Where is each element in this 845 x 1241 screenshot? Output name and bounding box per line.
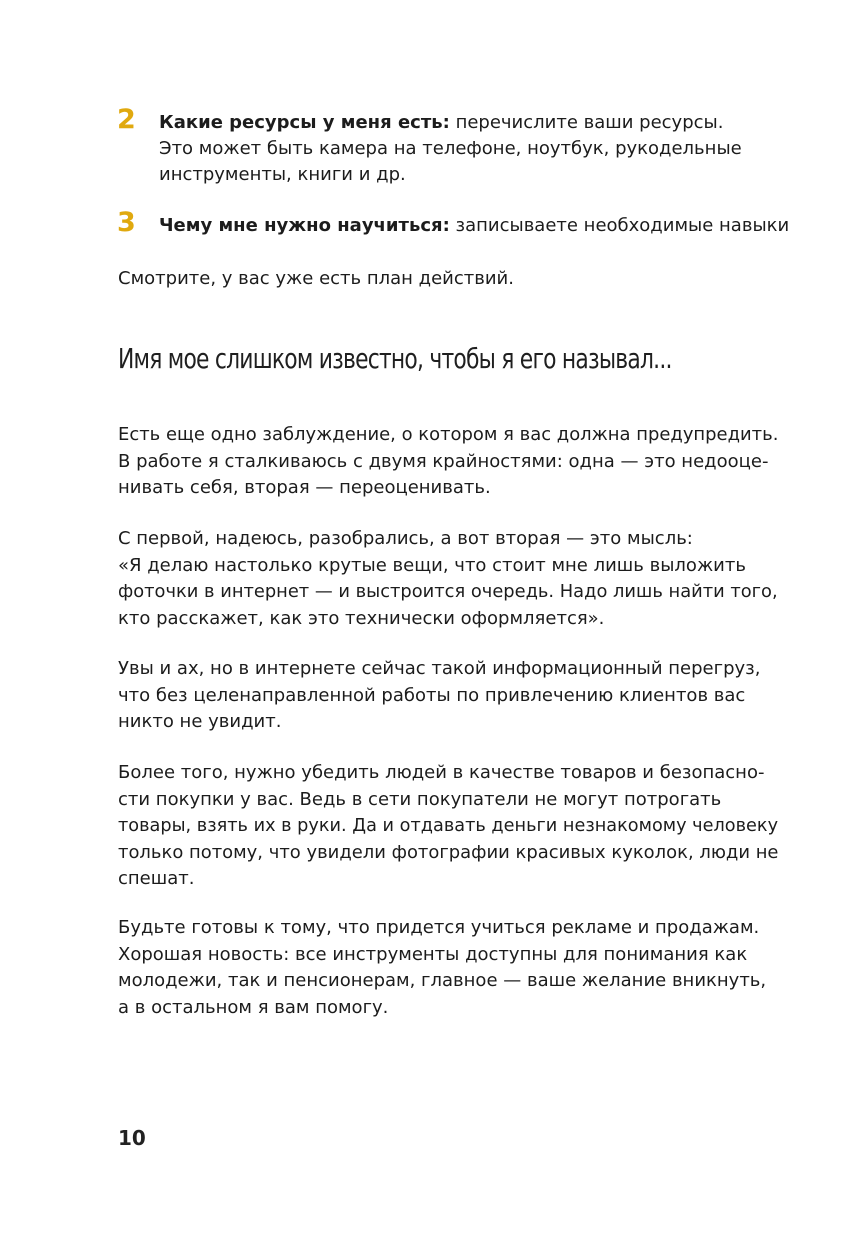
list-item-line: Это может быть камера на телефоне, ноутбук, рукодельные xyxy=(159,138,742,159)
paragraph-line: «Я делаю настолько крутые вещи, что стоит мне лишь выложить xyxy=(118,554,746,576)
paragraph-line: Хорошая новость: все инструменты доступны для понимания как xyxy=(118,943,748,965)
paragraph xyxy=(118,760,778,893)
list-number: 3 xyxy=(117,207,136,238)
list-number: 2 xyxy=(117,104,136,135)
paragraph-line: что без целенаправленной работы по привлечению клиентов вас xyxy=(118,684,746,706)
list-item-text xyxy=(159,213,790,239)
paragraph xyxy=(118,656,778,736)
list-item-line: перечислите ваши ресурсы. xyxy=(455,112,724,133)
list-item-title: Чему мне нужно научиться: xyxy=(159,215,450,236)
section-heading: Имя мое слишком известно, чтобы я его называл... xyxy=(118,342,672,375)
paragraph xyxy=(118,915,778,1021)
paragraph-line: только потому, что увидели фотографии красивых куколок, люди не xyxy=(118,841,779,863)
list-item-line: записываете необходимые навыки xyxy=(455,215,790,236)
list-item-title: Какие ресурсы у меня есть: xyxy=(159,112,450,133)
paragraph xyxy=(118,422,778,502)
intro-paragraph xyxy=(118,266,778,293)
paragraph-line: сти покупки у вас. Ведь в сети покупатели не могут потрогать xyxy=(118,788,722,810)
paragraph-line: кто расскажет, как это технически оформляется». xyxy=(118,607,605,629)
paragraph-line: молодежи, так и пенсионерам, главное — ваше желание вникнуть, xyxy=(118,970,767,991)
paragraph-line: Смотрите, у вас уже есть план действий. xyxy=(118,268,514,289)
paragraph-line: никто не увидит. xyxy=(118,711,282,732)
paragraph-line: спешат. xyxy=(118,868,195,889)
list-item-line: инструменты, книги и др. xyxy=(159,164,406,185)
paragraph xyxy=(118,526,778,632)
paragraph-line: нивать себя, вторая — переоценивать. xyxy=(118,477,491,498)
list-item-text xyxy=(159,110,779,188)
paragraph-line: а в остальном я вам помогу. xyxy=(118,996,389,1018)
paragraph-line: Более того, нужно убедить людей в качестве товаров и безопасно- xyxy=(118,762,765,783)
paragraph-line: Увы и ах, но в интернете сейчас такой информационный перегруз, xyxy=(118,658,761,679)
paragraph-line: Есть еще одно заблуждение, о котором я вас должна предупредить. xyxy=(118,424,779,445)
page-number: 10 xyxy=(118,1126,146,1150)
paragraph-line: Будьте готовы к тому, что придется учиться рекламе и продажам. xyxy=(118,917,760,938)
paragraph-line: В работе я сталкиваюсь с двумя крайностями: одна — это недооце- xyxy=(118,450,769,472)
paragraph-line: фоточки в интернет — и выстроится очередь. Надо лишь найти того, xyxy=(118,581,778,602)
paragraph-line: товары, взять их в руки. Да и отдавать деньги незнакомому человеку xyxy=(118,815,779,836)
paragraph-line: С первой, надеюсь, разобрались, а вот вторая — это мысль: xyxy=(118,528,693,549)
